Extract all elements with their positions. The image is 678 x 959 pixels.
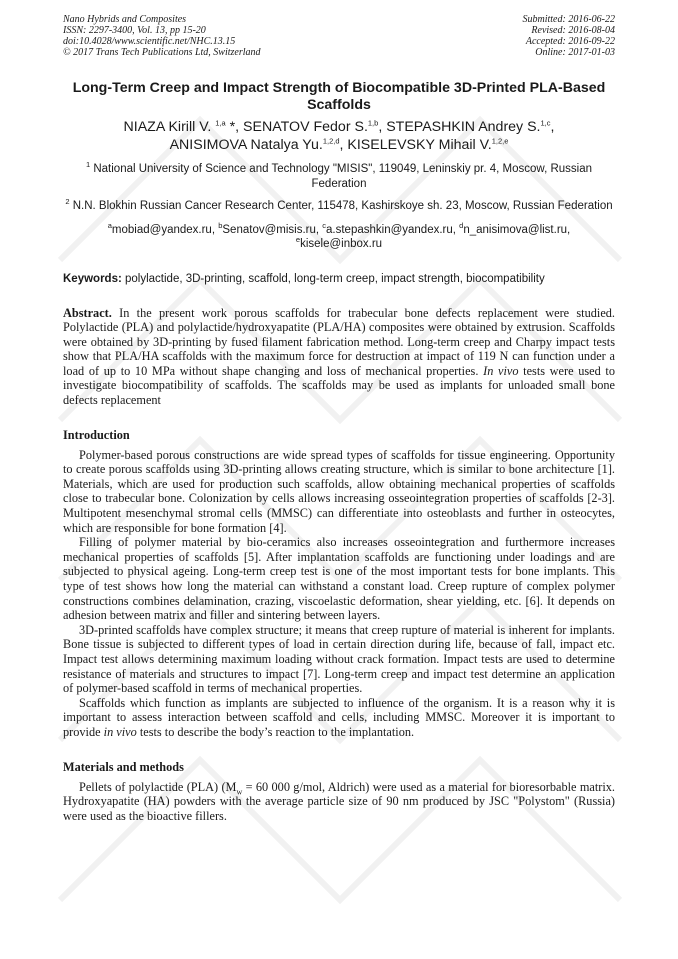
- abstract-label: Abstract.: [63, 305, 112, 320]
- author-name: KISELEVSKY Mihail V.: [347, 137, 492, 153]
- author-name: ANISIMOVA Natalya Yu.: [169, 137, 323, 153]
- author-sup: 1,2,d: [322, 136, 340, 146]
- doi: doi:10.4028/www.scientific.net/NHC.13.15: [63, 36, 236, 47]
- abstract: [63, 306, 615, 408]
- affiliation-2: [63, 199, 615, 214]
- intro-paragraph: Polymer-based porous constructions are wide spread types of scaffolds for tissue engineering. Opportunity to create porous scaffolds using 3D-printing allows creating structure, which is similar to bone architecture [1]. Materials, which are used for production such scaffolds, allow obtaining mechanical properties of scaffolds close to trabecular bone. Colonization by cells allows increasing osseointegration properties of scaffolds [2-3]. Multipotent mesenchymal stromal cells (MMSC) can differentiate into osteoblasts and further in osteocytes, which are responsible for bone formation [4].: [63, 447, 615, 535]
- email-link[interactable]: mobiad@yandex.ru: [111, 223, 212, 236]
- abstract-text: In the present work porous scaffolds for trabecular bone defects replacement were studied. Polylactide (PLA) and polylactide/hydroxyapatite (PLA/HA) composites were obtained by extrusion. Scaffolds were obtained by 3D-printing by fused filament fabrication method. Long-term creep and Charpy impact tests show that PLA/HA scaffolds with the maximum force for destruction at impact of 119 N can function under a load of up to 10 MPa without shape changing and loss of mechanical properties.: [63, 305, 615, 378]
- intro-paragraph: Filling of polymer material by bio-ceramics also increases osseointegration and furthermore increases mechanical properties of scaffolds [5]. After implantation scaffolds are functioning under loadings and are subjected to physical ageing. Long-term creep test is one of the most important tests for bone implants. This type of test shows how long the material can withstand a constant load. Creep rupture of complex polymer constructions combines delamination, crazing, viscoelastic deformation, shear yielding, etc. [6]. It depends on adhesion between matrix and filler and sintering between layers.: [63, 535, 615, 623]
- section-heading-introduction: Introduction: [63, 427, 130, 442]
- header-left: [63, 14, 261, 58]
- header-right: [523, 14, 616, 58]
- paper-page: [63, 14, 615, 823]
- author-name: NIAZA Kirill V.: [123, 119, 212, 135]
- affiliation-text: National University of Science and Technology "MISIS", 119049, Leninskiy pr. 4, Moscow, Russian Federation: [93, 163, 593, 190]
- affiliation-num: 1: [85, 160, 91, 170]
- email-link[interactable]: kisele@inbox.ru: [300, 238, 383, 250]
- keywords: [63, 272, 615, 286]
- email-link[interactable]: a.stepashkin@yandex.ru: [326, 223, 453, 236]
- intro-paragraph: Scaffolds which function as implants are subjected to influence of the organism. It is a reason why it is important to assess interaction between scaffold and cells, including MMSC. Moreover it is important to provide in vivo tests to describe the body’s reaction to the implantation.: [63, 695, 615, 739]
- paper-title: Long-Term Creep and Impact Strength of Biocompatible 3D-Printed PLA-Based Scaffolds: [72, 80, 606, 113]
- affiliation-text: N.N. Blokhin Russian Cancer Research Center, 115478, Kashirskoye sh. 23, Moscow, Russian Federation: [72, 200, 613, 212]
- author-sup: 1,2,e: [491, 136, 509, 146]
- submitted-date: Submitted: 2016-06-22: [522, 14, 615, 25]
- affiliation-1: [63, 162, 615, 191]
- email-link[interactable]: Senatov@misis.ru: [222, 223, 316, 236]
- author-sup: 1,b: [367, 118, 379, 128]
- author-sup: 1,c: [540, 118, 551, 128]
- author-name: SENATOV Fedor S.: [243, 119, 368, 135]
- affiliation-num: 2: [65, 197, 70, 207]
- abstract-text-2: tests were used to investigate biocompatibility of scaffolds. The scaffolds may be used as implants for unloaded small bone defects replacement: [63, 363, 615, 408]
- issn: ISSN: 2297-3400, Vol. 13, pp 15-20: [63, 25, 206, 36]
- section-heading-methods: Materials and methods: [63, 759, 184, 774]
- author-list: NIAZA Kirill V. $^{1,a}$ *, SENATOV Fedor S.$^{1,b}$, STEPASHKIN Andrey S.$^{1,c}$, ANISIMOVA Natalya Yu.$^{1,2,d}$, KISELEVSKY Mihail V.$^{1,2,e}$: [123, 118, 555, 153]
- author-name: STEPASHKIN Andrey S.: [386, 119, 541, 135]
- journal-header: [63, 14, 615, 58]
- author-sup: 1,a: [215, 118, 226, 128]
- copyright: © 2017 Trans Tech Publications Ltd, Switzerland: [63, 47, 261, 58]
- keywords-text: polylactide, 3D-printing, scaffold, long-term creep, impact strength, biocompatibility: [125, 272, 545, 285]
- abstract-italic: In vivo: [483, 363, 519, 378]
- revised-date: Revised: 2016-08-04: [531, 25, 615, 36]
- email-link[interactable]: n_anisimova@list.ru: [463, 223, 568, 236]
- intro-paragraph: 3D-printed scaffolds have complex structure; it means that creep rupture of material is inherent for implants. Bone tissue is subjected to different types of load in certain direction during life, because of fall, impact etc. Impact test allows determining maximum loading without crack formation. Impact tests are used to determine resistance of materials and structures to impact [7]. Long-term creep and impact test determine an application of polymer-based scaffold in terms of mechanical properties.: [63, 622, 615, 696]
- keywords-label: Keywords:: [63, 272, 122, 285]
- methods-paragraph: Pellets of polylactide (PLA) ($M_w = 60$ 000 g/mol, Aldrich) were used as a material for bioresorbable matrix. Hydroxyapatite (HA) powders with the average particle size of 90 nm produced by JSC "Polystom" (Russia) were used as the bioactive fillers.: [63, 779, 615, 823]
- online-date: Online: 2017-01-03: [535, 47, 615, 58]
- journal-name: Nano Hybrids and Composites: [63, 14, 187, 25]
- email-list: $^a$mobiad@yandex.ru, $^b$Senatov@misis.ru, $^c$a.stepashkin@yandex.ru, $^d$n_anisimova@list.ru, $^e$kisele@inbox.ru: [107, 220, 571, 250]
- accepted-date: Accepted: 2016-09-22: [525, 36, 615, 47]
